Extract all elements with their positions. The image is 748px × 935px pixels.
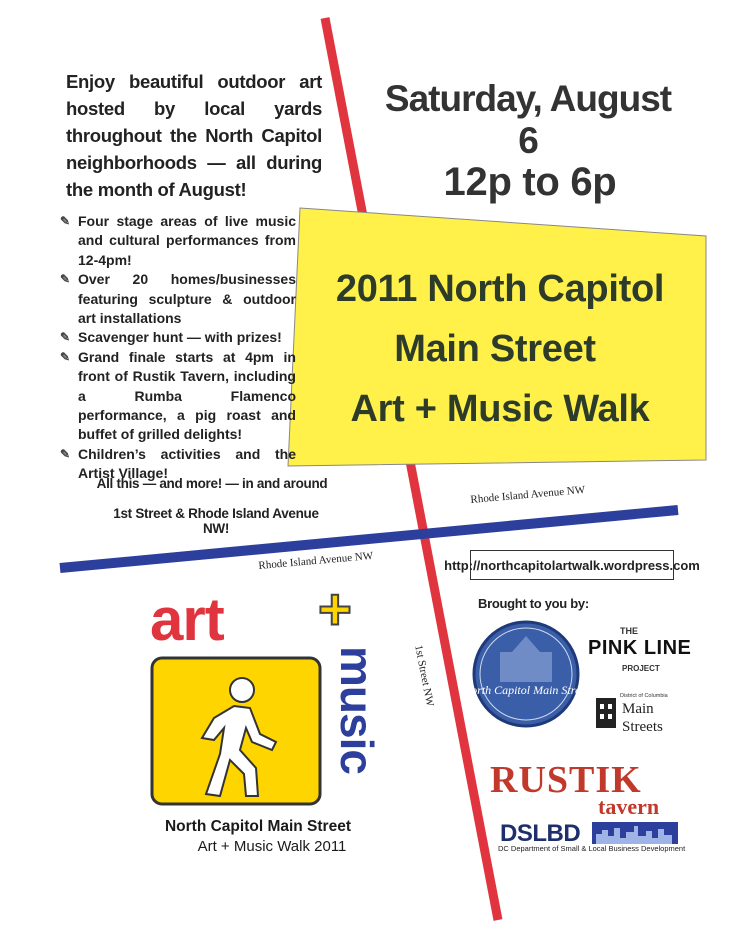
list-item: ✎ Four stage areas of live music and cultural performances from 12-4pm! — [60, 213, 296, 268]
list-item: ✎ Children’s activities and the Artist Village! — [60, 445, 296, 482]
ncms-seal-text: North Capitol Main Street — [463, 683, 589, 697]
logo-event-name: Art + Music Walk 2011 — [197, 838, 347, 855]
intro-text: Enjoy beautiful outdoor art hosted by local yards throughout the North Capitol neighborhoods — all during the month of August! — [66, 71, 322, 200]
website-url[interactable]: http://northcapitolartwalk.wordpress.com — [470, 550, 674, 580]
logo-music-text: music — [331, 646, 383, 774]
closing-line-2: 1st Street & Rhode Island Avenue NW! — [113, 506, 319, 536]
pinkline-project: PROJECT — [622, 664, 660, 673]
dc-main-streets-caption: District of Columbia — [620, 693, 668, 699]
logo-plus-text: + — [318, 577, 352, 642]
pinkline-the: THE — [620, 626, 638, 636]
title-line-3: Art + Music Walk — [350, 388, 650, 430]
rustik-logo: RUSTIK — [490, 759, 642, 801]
art-music-logo — [150, 577, 383, 816]
dc-main-streets-line1: Main — [622, 701, 654, 717]
dc-main-streets-line2: Streets — [622, 719, 663, 735]
pencil-bullet-icon: ✎ — [60, 272, 71, 287]
closing-line-1: All this — and more! — in and around — [96, 476, 328, 491]
building-icon — [594, 694, 618, 730]
logo-org-name: North Capitol Main Street — [164, 818, 351, 835]
feature-list — [60, 212, 296, 484]
pencil-bullet-icon: ✎ — [60, 349, 71, 364]
list-item: ✎ Over 20 homes/businesses featuring sculpture & outdoor art installations — [60, 271, 296, 327]
pencil-bullet-icon: ✎ — [60, 446, 71, 461]
brought-by-label: Brought to you by: — [478, 596, 589, 611]
title-line-2: Main Street — [394, 328, 596, 370]
pinkline-logo: PINK LINE — [588, 637, 692, 659]
road-label-rhode-island-left: Rhode Island Avenue NW — [258, 549, 374, 572]
road-label-rhode-island-right: Rhode Island Avenue NW — [470, 483, 586, 506]
logo-art-text: art — [150, 586, 224, 653]
city-skyline-icon — [592, 822, 678, 844]
pencil-bullet-icon: ✎ — [60, 214, 71, 228]
rustik-tavern-text: tavern — [598, 794, 660, 819]
pencil-bullet-icon: ✎ — [60, 330, 71, 345]
dslbd-full-name: DC Department of Small & Local Business Development — [498, 844, 686, 853]
list-item: ✎ Grand finale starts at 4pm in front of Rustik Tavern, including a Rumba Flamenco performance, a pig roast and buffet of grilled delights! — [60, 348, 296, 443]
walking-person-sign — [150, 656, 322, 806]
event-time: 12p to 6p — [443, 160, 617, 204]
road-label-first-street: 1st Street NW — [412, 644, 436, 708]
ncms-seal-logo — [463, 616, 589, 736]
list-item: ✎ Scavenger hunt — with prizes! — [60, 328, 296, 347]
title-line-1: 2011 North Capitol — [335, 268, 665, 310]
event-date: Saturday, August 6 — [384, 78, 672, 161]
dslbd-logo: DSLBD — [500, 820, 581, 847]
